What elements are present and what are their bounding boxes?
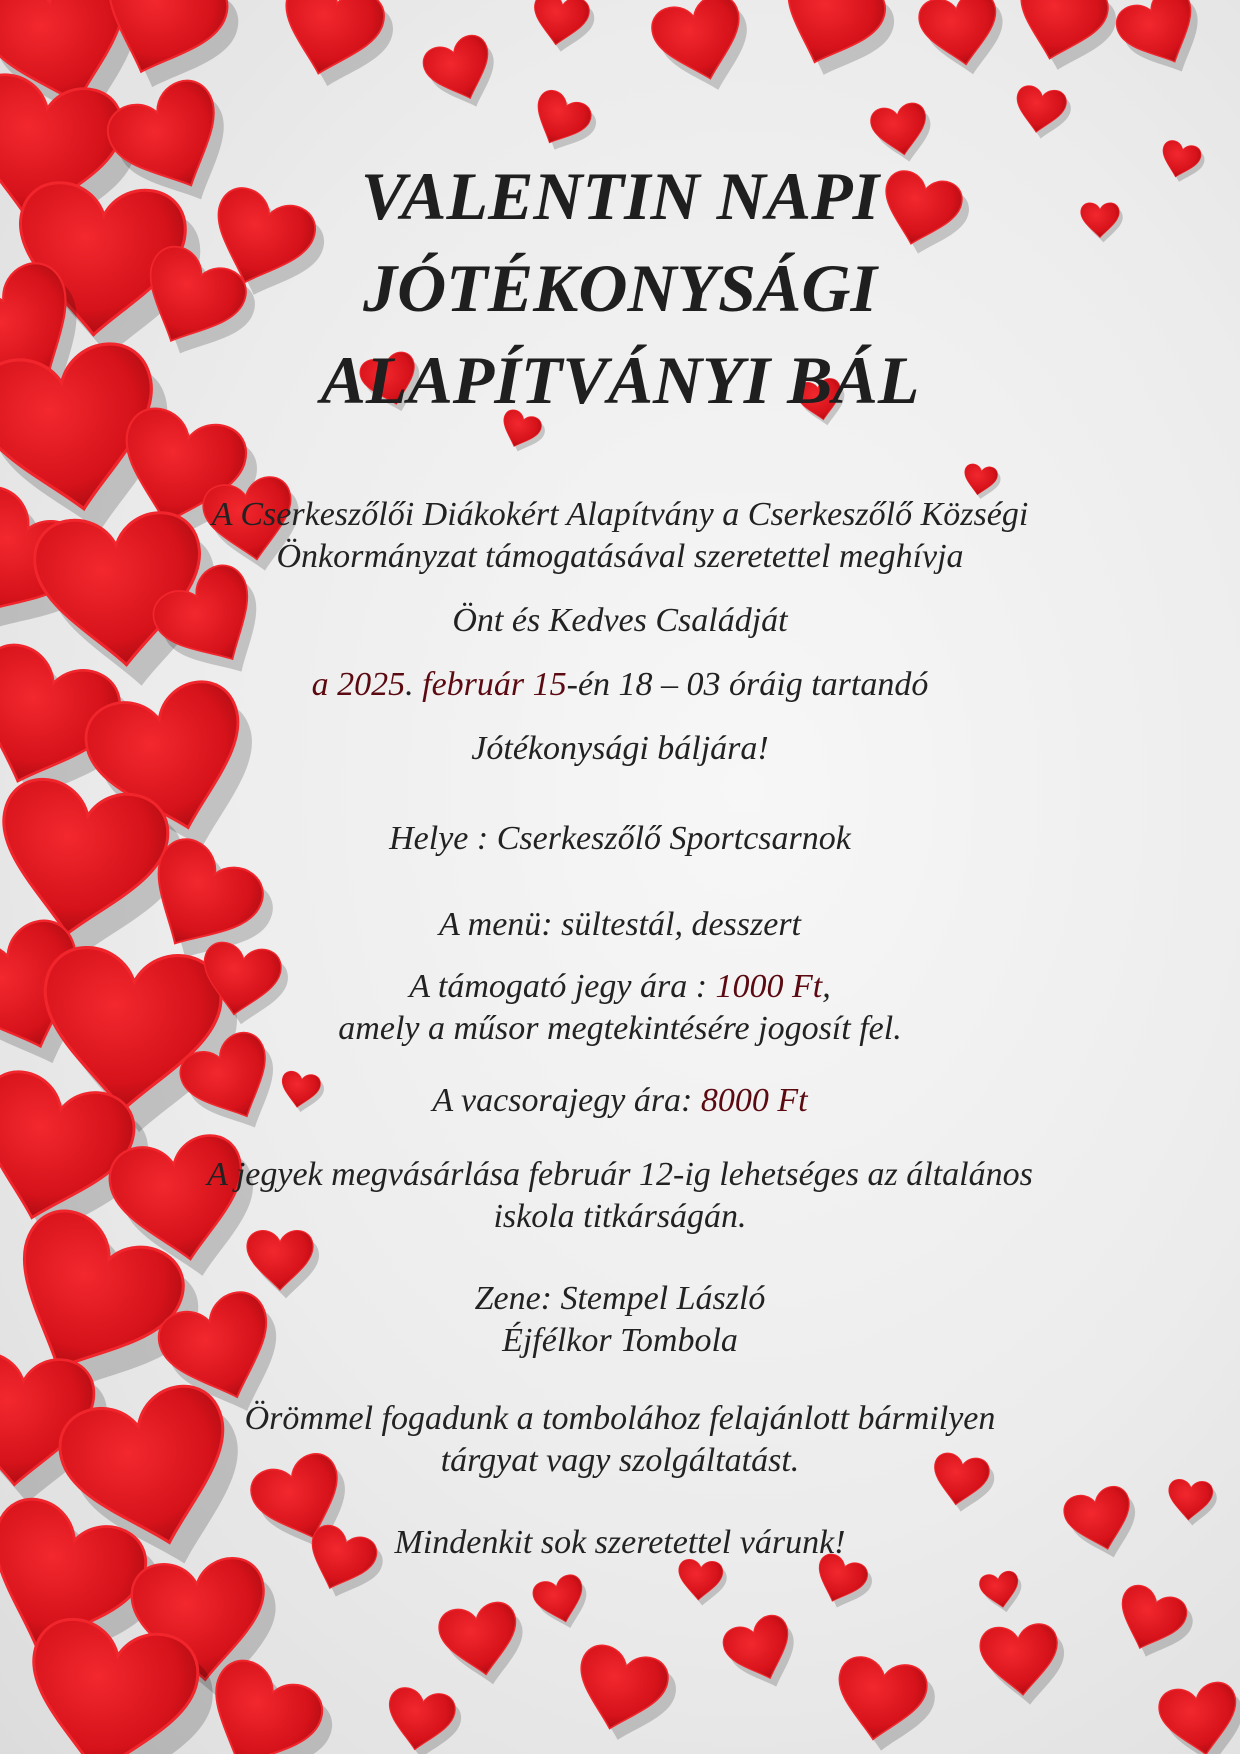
date-prefix: a — [311, 666, 338, 703]
title-line-3: ALAPÍTVÁNYI BÁL — [320, 342, 920, 418]
title-line-1: VALENTIN NAPI — [360, 158, 880, 234]
purchase-line-2: iskola titkárságán. — [493, 1198, 747, 1235]
event-date — [120, 664, 1120, 706]
support-ticket — [120, 966, 1120, 1008]
support-ticket-note: amely a műsor megtekintésére jogosít fel. — [338, 1010, 902, 1047]
support-ticket-suffix: , — [822, 968, 831, 1005]
closing: Mindenkit sok szeretettel várunk! — [394, 1524, 846, 1561]
venue: Helye : Cserkeszőlő Sportcsarnok — [389, 820, 851, 857]
date-mid: . — [405, 666, 423, 703]
dinner-ticket-price: 8000 Ft — [700, 1082, 808, 1119]
raffle: Éjfélkor Tombola — [502, 1322, 738, 1359]
raffle-note-line-1: Örömmel fogadunk a tombolához felajánlott bármilyen — [244, 1400, 996, 1437]
page-title — [230, 150, 1010, 426]
music: Zene: Stempel László — [474, 1280, 766, 1317]
ball-line: Jótékonysági báljára! — [471, 730, 769, 767]
dinner-ticket — [120, 1080, 1120, 1122]
raffle-note-line-2: tárgyat vagy szolgáltatást. — [440, 1442, 800, 1479]
intro-line-3: Önt és Kedves Családját — [452, 602, 788, 639]
purchase-line-1: A jegyek megvásárlása február 12-ig lehetséges az általános — [207, 1156, 1033, 1193]
intro-line-1: A Cserkeszőlői Diákokért Alapítvány a Cserkeszőlő Községi — [211, 496, 1029, 533]
menu: A menü: sültestál, desszert — [438, 906, 801, 943]
date-year: 2025 — [337, 666, 406, 703]
support-ticket-prefix: A támogató jegy ára : — [409, 968, 716, 1005]
dinner-ticket-prefix: A vacsorajegy ára: — [432, 1082, 701, 1119]
support-ticket-price: 1000 Ft — [715, 968, 823, 1005]
date-day: február 15 — [422, 666, 567, 703]
title-line-2: JÓTÉKONYSÁGI — [363, 250, 877, 326]
date-suffix: -én 18 – 03 óráig tartandó — [566, 666, 929, 703]
intro-line-2: Önkormányzat támogatásával szeretettel meghívja — [276, 538, 964, 575]
